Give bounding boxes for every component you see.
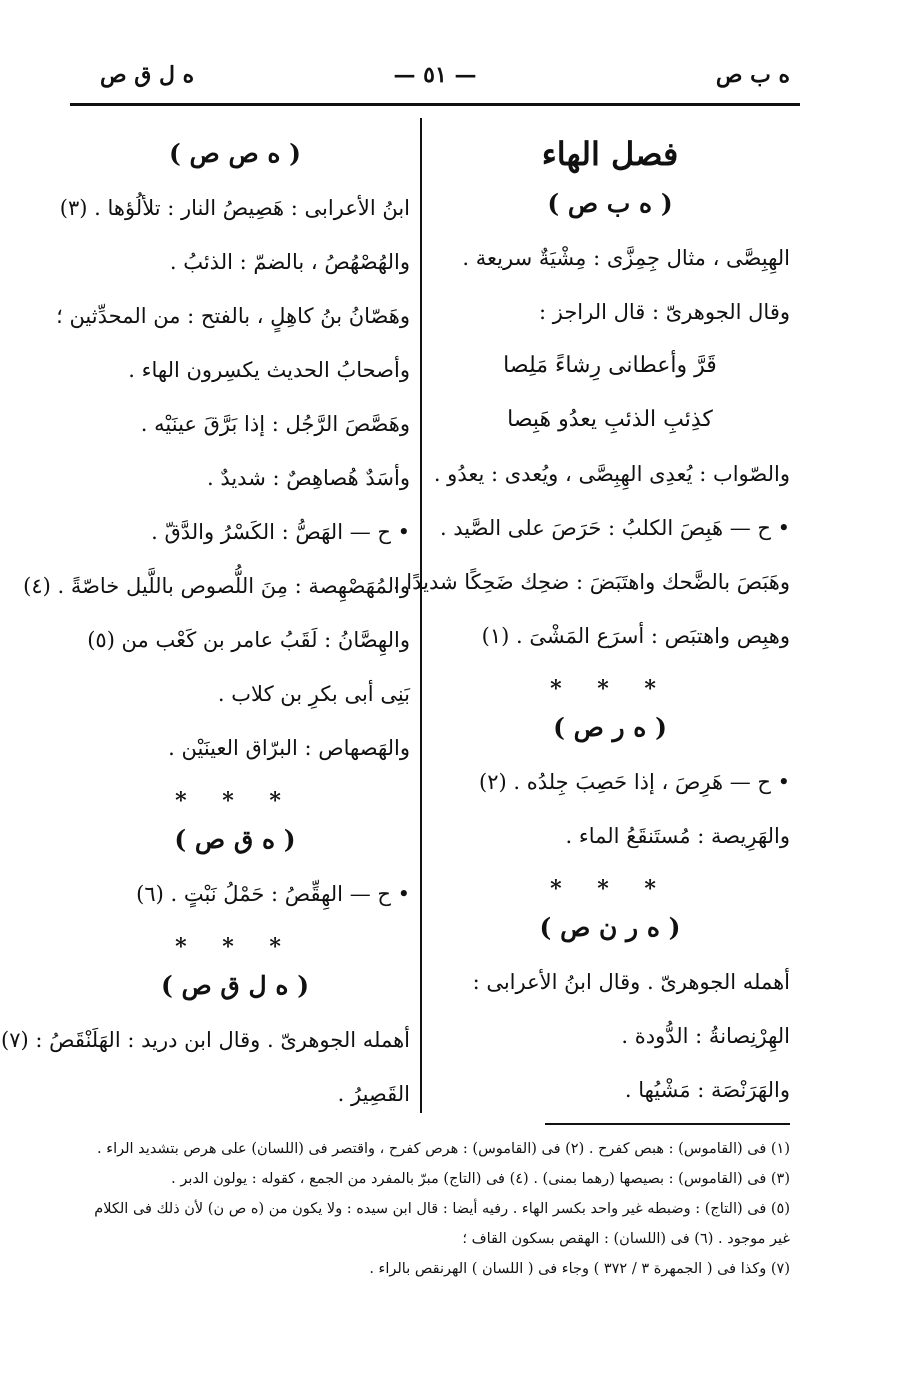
footnote: (٥) فى (التاج) : وضبطه غير واحد بكسر الهاء . رفيه أيضا : قال ابن سيده : ولا يكون من (ه ص ن) لأن ذلك فى الكلام	[94, 1201, 790, 1217]
verse-line: كذِئبِ الذئبِ يعدُو هَبِصا	[507, 407, 713, 432]
separator-stars: * * *	[175, 934, 295, 960]
footnote-rule	[545, 1123, 790, 1125]
separator-stars: * * *	[175, 788, 295, 814]
separator-stars: * * *	[550, 676, 670, 702]
entry-line: وهَبَصَ بالضَّحك واهتَبَضَ : ضحِك ضَحِكًا شديدًا .	[392, 570, 790, 594]
entry-line: • ح — هَبِصَ الكلبُ : حَرَصَ على الصَّيد .	[439, 516, 790, 540]
footnote: غير موجود . (٦) فى (اللسان) : الهقص بسكون القاف ؛	[462, 1231, 790, 1247]
header-rule	[70, 103, 800, 106]
entry-line: والصّواب : يُعدِى الهِبِصَّى ، ويُعدى : يعدُو .	[433, 462, 790, 486]
entry-line: • ح — الهِقِّصُ : حَمْلُ نَبْتٍ . (٦)	[136, 882, 410, 906]
root-heading: ( ه ر ن ص )	[539, 913, 681, 942]
right-column	[392, 135, 790, 1130]
entry-line: والهَرِيصة : مُستَنقَعُ الماء .	[565, 824, 790, 848]
footnote: (٣) فى (القاموس) : بصيصها (رهما بمنى) . (٤) فى (التاج) مبرّ بالمفرد من الجمع ، كقوله : يولون الدبر .	[171, 1171, 790, 1187]
entry-line: وهبِص واهتبَص : أسرَع المَشْىَ . (١)	[481, 624, 790, 648]
root-heading: ( ه ص ص )	[168, 139, 302, 168]
entry-line: ابنُ الأعرابى : هَصِيصُ النار : تلألُؤها . (٣)	[59, 196, 410, 220]
entry-line: وهَصَّصَ الرَّجُل : إذا بَرَّقَ عينَيْه .	[140, 412, 410, 436]
entry-line: بَنِى أبى بكرِ بن كلاب .	[217, 682, 410, 706]
header-root-left: ه ل ق ص	[100, 62, 195, 88]
root-heading: ( ه ب ص )	[547, 189, 673, 218]
page-number: — ٥١ —	[393, 62, 477, 88]
root-heading: ( ه ر ص )	[553, 713, 667, 742]
entry-line: وقال الجوهرىّ : قال الراجز :	[538, 300, 790, 324]
entry-line: • ح — هَرِصَ ، إذا حَصِبَ جِلدُه . (٢)	[479, 770, 790, 794]
verse-line: قَرَّ وأعطانى رِشاءً مَلِصا	[503, 353, 717, 378]
column-divider	[420, 118, 422, 1113]
entry-line: وهَصّانُ بنُ كاهِلٍ ، بالفتح : من المحدِّثين ؛	[56, 304, 410, 328]
entry-line: والهِصَّانُ : لَقَبُ عامر بن كَعْب من (٥)	[87, 628, 410, 652]
entry-line: الهِبِصَّى ، مثال جِمِزَّى : مِشْيَةٌ سريعة .	[462, 246, 790, 270]
footnotes	[70, 1134, 790, 1284]
entry-line: القَصِيرُ .	[337, 1082, 410, 1106]
left-column	[1, 139, 410, 1134]
entry-line: وأصحابُ الحديث يكسِرون الهاء .	[128, 358, 410, 382]
entry-line: أهمله الجوهرىّ . وقال ابن دريد : الهَلَنْقَصُ : (٧)	[1, 1028, 410, 1052]
section-title: فصل الهاء	[541, 135, 679, 173]
entry-line: أهمله الجوهرىّ . وقال ابنُ الأعرابى :	[472, 970, 790, 994]
page-header	[70, 62, 800, 102]
entry-line: والهُصْهُصُ ، بالضمّ : الذئبُ .	[169, 250, 410, 274]
entry-line: وأسَدٌ هُصاهِصٌ : شديدٌ .	[206, 466, 410, 490]
footnote: (٧) وكذا فى ( الجمهرة ٣ / ٣٧٢ ) وجاء فى ( اللسان ) الهرنقص بالراء .	[369, 1261, 790, 1277]
entry-line: • ح — الهَصُّ : الكَسْرُ والدَّقّ .	[151, 520, 410, 544]
separator-stars: * * *	[550, 876, 670, 902]
entry-line: والهَرَنْصَة : مَشْيُها .	[624, 1078, 790, 1102]
entry-line: الهِرْنِصانةُ : الدُّودة .	[621, 1024, 790, 1048]
footnote: (١) فى (القاموس) : هبص كفرح . (٢) فى (القاموس) : هرص كفرح ، واقتصر فى (اللسان) على هرص بتشديد الراء .	[97, 1141, 790, 1157]
entry-line: والهَصهاص : البرّاق العينَيْن .	[168, 736, 410, 760]
entry-line: والمُهَصْهِصة : مِنَ اللُّصوص باللَّيل خاصّةً . (٤)	[23, 574, 410, 598]
root-heading: ( ه ل ق ص )	[160, 971, 310, 1000]
root-heading: ( ه ق ص )	[174, 825, 296, 854]
header-root-right: ه ب ص	[715, 62, 790, 88]
